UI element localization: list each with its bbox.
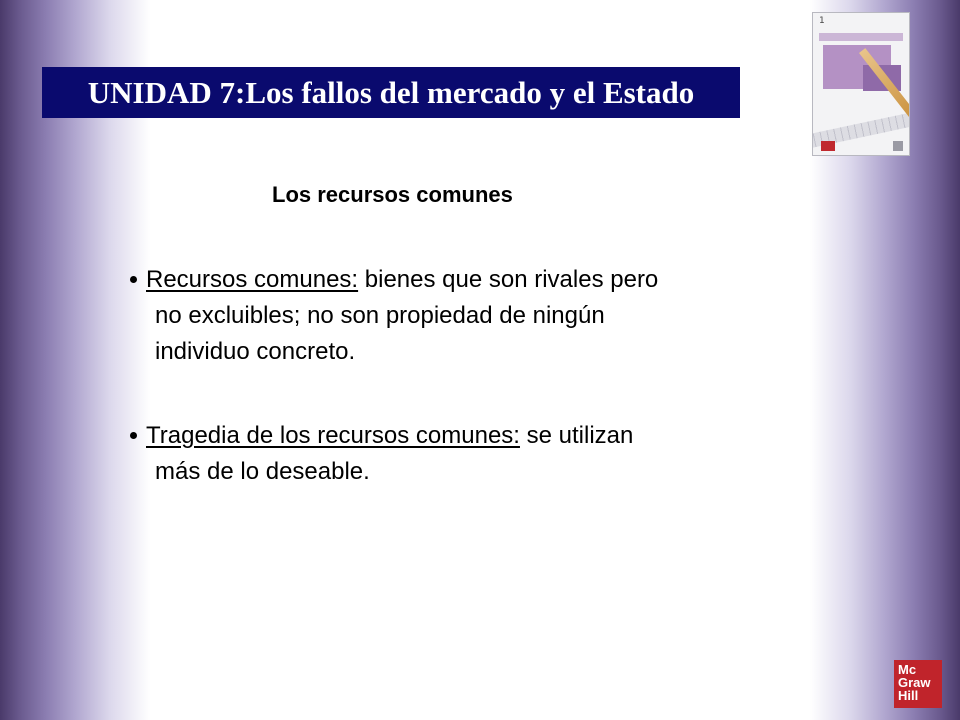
mcgraw-hill-logo (894, 660, 942, 708)
bullet-text: bienes que son rivales pero (358, 266, 659, 293)
bullet-line-3: individuo concreto. (155, 338, 356, 365)
bullet-term: Tragedia de los recursos comunes: (146, 422, 520, 449)
bullet-dot-icon (130, 276, 137, 283)
bullet-line-1 (130, 418, 633, 454)
bullet-tragedia (130, 418, 633, 490)
bullet-line-2: no excluibles; no son propiedad de ningún (155, 302, 605, 329)
logo-line-2: Graw (898, 675, 931, 690)
cover-band (819, 33, 903, 41)
slide-title: UNIDAD 7:Los fallos del mercado y el Estado (42, 67, 740, 118)
logo-line-3: Hill (898, 688, 919, 703)
bullet-recursos-comunes (130, 262, 658, 370)
book-cover-number: 1 (819, 16, 825, 26)
bullet-text: se utilizan (519, 422, 634, 449)
cover-logo-icon (821, 141, 835, 151)
bullet-dot-icon (130, 432, 137, 439)
cover-mark-icon (893, 141, 903, 151)
section-title: Los recursos comunes (272, 182, 513, 207)
bullet-line-1 (130, 262, 658, 298)
bullet-term: Recursos comunes: (146, 266, 359, 293)
bullet-line-2: más de lo deseable. (155, 458, 370, 485)
book-cover-image (812, 12, 910, 156)
logo-line-1: Mc (898, 662, 917, 677)
